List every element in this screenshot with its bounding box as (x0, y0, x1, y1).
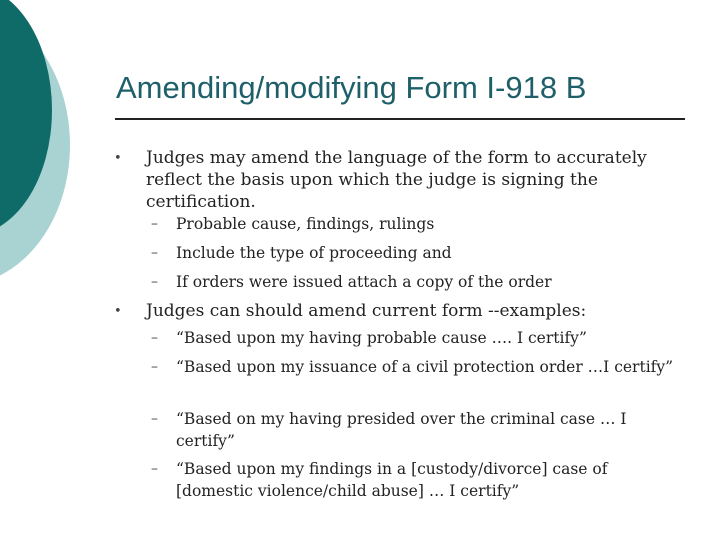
sub-bullet-dash: – (151, 411, 158, 427)
sub-bullet-dash: – (151, 359, 158, 375)
slide-title: Amending/modifying Form I-918 B (116, 70, 587, 105)
sub-bullet-text: “Based on my having presided over the criminal case … I certify” (176, 410, 627, 450)
bullet-marker: • (114, 151, 122, 166)
sub-bullet-dash: – (151, 330, 158, 346)
sub-bullet-text: “Based upon my issuance of a civil protection order …I certify” (176, 358, 674, 376)
sub-bullet-text: If orders were issued attach a copy of the order (176, 273, 552, 291)
bullet-text: Judges can should amend current form --examples: (146, 301, 587, 321)
sub-bullet-text: “Based upon my having probable cause …. I certify” (176, 329, 587, 347)
sub-bullet-dash: – (151, 274, 158, 290)
sub-bullet-dash: – (151, 216, 158, 232)
bullet-marker: • (114, 304, 122, 319)
sub-bullet-dash: – (151, 245, 158, 261)
sub-bullet-dash: – (151, 461, 158, 477)
sub-bullet-text: “Based upon my findings in a [custody/divorce] case of [domestic violence/child abuse] … I certify” (176, 460, 608, 500)
sub-bullet-text: Probable cause, findings, rulings (176, 215, 435, 233)
sub-bullet-text: Include the type of proceeding and (176, 244, 452, 262)
bullet-text: Judges may amend the language of the form to accurately reflect the basis upon which the judge is signing the certification. (146, 148, 647, 212)
